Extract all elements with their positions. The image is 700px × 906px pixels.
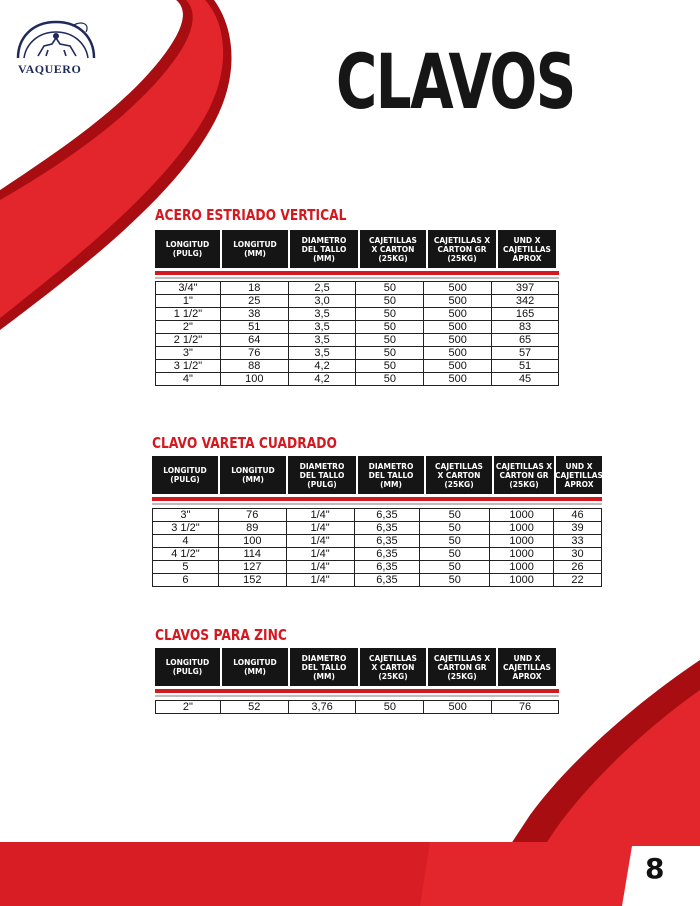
header-cajetillas-carton: CAJETILLAS X CARTON (25KG) [360,230,426,268]
bottom-band-fade [0,842,430,906]
table-cell: 50 [356,373,424,386]
table-cell: 39 [554,522,602,535]
table-cell: 50 [356,308,424,321]
table-cell: 64 [220,334,288,347]
table-cell: 50 [356,360,424,373]
table-cell: 342 [492,295,559,308]
table-cell: 397 [492,282,559,295]
divider-red [155,689,559,693]
table-cell: 6,35 [354,561,420,574]
table-cell: 1000 [490,574,554,587]
table-cell: 6,35 [354,548,420,561]
table-row [156,321,559,334]
table-cell: 3" [153,509,219,522]
table-cell: 22 [554,574,602,587]
table-cell: 6,35 [354,574,420,587]
page-title: CLAVOS [336,37,575,126]
table-cell: 5 [153,561,219,574]
table-cell: 1/4" [286,561,354,574]
table-cell: 4 1/2" [153,548,219,561]
table-cell: 3 1/2" [153,522,219,535]
table-row [156,360,559,373]
table-cell: 65 [492,334,559,347]
table-cell: 500 [424,295,492,308]
table-cell: 500 [424,282,492,295]
table-row [153,509,602,522]
table-cell: 50 [356,334,424,347]
table-cell: 2 1/2" [156,334,221,347]
header-longitud-mm: LONGITUD (MM) [222,230,288,268]
table-row [153,574,602,587]
header-longitud-mm: LONGITUD (MM) [220,456,286,494]
section-title-vareta: CLAVO VARETA CUADRADO [152,434,337,452]
divider-gray [155,695,559,697]
table-cell: 52 [220,701,288,714]
table-cell: 4,2 [288,373,356,386]
table-cell: 51 [220,321,288,334]
header-cajetillas-carton-gr: CAJETILLAS X CARTON GR (25KG) [494,456,554,494]
table-cell: 50 [420,574,490,587]
header-longitud-mm: LONGITUD (MM) [222,648,288,686]
table-cell: 3" [156,347,221,360]
section-title-acero: ACERO ESTRIADO VERTICAL [155,206,347,224]
table-cell: 500 [424,321,492,334]
divider-red [152,497,602,501]
table-cell: 89 [218,522,286,535]
header-und-cajetillas: UND X CAJETILLAS APROX [498,230,556,268]
table-cell: 1" [156,295,221,308]
table-cell: 1/4" [286,574,354,587]
table-row [156,347,559,360]
table-cell: 3/4" [156,282,221,295]
section-title-zinc: CLAVOS PARA ZINC [155,626,287,644]
table-cell: 25 [220,295,288,308]
table-row [156,701,559,714]
table-cell: 50 [356,321,424,334]
table-cell: 1000 [490,548,554,561]
table-cell: 30 [554,548,602,561]
table-cell: 2,5 [288,282,356,295]
table-cell: 3,5 [288,347,356,360]
table-cell: 76 [492,701,559,714]
table-cell: 4" [156,373,221,386]
table-cell: 50 [420,535,490,548]
table-row [153,561,602,574]
header-cajetillas-carton: CAJETILLAS X CARTON (25KG) [360,648,426,686]
table-cell: 500 [424,701,492,714]
table-row [156,334,559,347]
table-cell: 4 [153,535,219,548]
header-und-cajetillas: UND X CAJETILLAS APROX [556,456,602,494]
table-cell: 500 [424,360,492,373]
table-cell: 4,2 [288,360,356,373]
table-cell: 100 [220,373,288,386]
table-acero [155,281,559,386]
table-cell: 500 [424,373,492,386]
table-cell: 33 [554,535,602,548]
table-cell: 38 [220,308,288,321]
table-row [153,548,602,561]
table-zinc [155,700,559,714]
table-cell: 3,5 [288,321,356,334]
table-row [156,308,559,321]
table-cell: 50 [356,347,424,360]
table-cell: 1/4" [286,509,354,522]
divider-gray [155,277,559,279]
table-cell: 1000 [490,535,554,548]
table-cell: 6,35 [354,509,420,522]
table-row [153,535,602,548]
header-longitud-pulg: LONGITUD (PULG) [155,648,220,686]
table-row [156,282,559,295]
table-cell: 500 [424,347,492,360]
table-cell: 26 [554,561,602,574]
table-cell: 1000 [490,561,554,574]
header-diametro-mm: DIAMETRO DEL TALLO (MM) [358,456,424,494]
table-row [156,295,559,308]
header-cajetillas-carton-gr: CAJETILLAS X CARTON GR (25KG) [428,648,496,686]
table-cell: 50 [420,509,490,522]
table-cell: 500 [424,334,492,347]
table-cell: 51 [492,360,559,373]
table-cell: 2" [156,701,221,714]
table-vareta [152,508,602,587]
header-diametro-mm: DIAMETRO DEL TALLO (MM) [290,648,358,686]
table-cell: 50 [420,522,490,535]
table-cell: 500 [424,308,492,321]
table-cell: 127 [218,561,286,574]
table-cell: 1/4" [286,535,354,548]
table-cell: 1/4" [286,522,354,535]
table-cell: 50 [356,701,424,714]
table-cell: 50 [420,548,490,561]
table-cell: 50 [420,561,490,574]
table-cell: 46 [554,509,602,522]
table-cell: 3,76 [288,701,356,714]
table-cell: 50 [356,295,424,308]
header-longitud-pulg: LONGITUD (PULG) [155,230,220,268]
table-row [153,522,602,535]
table-cell: 3 1/2" [156,360,221,373]
table-cell: 1000 [490,509,554,522]
page-number: 8 [645,852,665,885]
header-longitud-pulg: LONGITUD (PULG) [152,456,218,494]
table-cell: 6,35 [354,522,420,535]
table-cell: 50 [356,282,424,295]
table-header-vareta [152,456,602,494]
divider-gray [152,503,602,505]
table-cell: 18 [220,282,288,295]
table-row [156,373,559,386]
table-cell: 76 [220,347,288,360]
table-cell: 76 [218,509,286,522]
table-header-zinc [155,648,556,686]
table-cell: 88 [220,360,288,373]
header-cajetillas-carton: CAJETILLAS X CARTON (25KG) [426,456,492,494]
table-cell: 165 [492,308,559,321]
table-cell: 152 [218,574,286,587]
header-cajetillas-carton-gr: CAJETILLAS X CARTON GR (25KG) [428,230,496,268]
table-cell: 114 [218,548,286,561]
table-header-acero [155,230,556,268]
header-diametro-pulg: DIAMETRO DEL TALLO (PULG) [288,456,356,494]
header-und-cajetillas: UND X CAJETILLAS APROX [498,648,556,686]
table-cell: 3,5 [288,308,356,321]
logo-wordmark: VAQUERO [18,62,82,76]
header-diametro-mm: DIAMETRO DEL TALLO (MM) [290,230,358,268]
table-cell: 45 [492,373,559,386]
table-cell: 57 [492,347,559,360]
table-cell: 3,0 [288,295,356,308]
table-cell: 6 [153,574,219,587]
table-cell: 1000 [490,522,554,535]
table-cell: 3,5 [288,334,356,347]
table-cell: 1 1/2" [156,308,221,321]
table-cell: 1/4" [286,548,354,561]
table-cell: 83 [492,321,559,334]
table-cell: 6,35 [354,535,420,548]
table-cell: 2" [156,321,221,334]
table-cell: 100 [218,535,286,548]
divider-red [155,271,559,275]
